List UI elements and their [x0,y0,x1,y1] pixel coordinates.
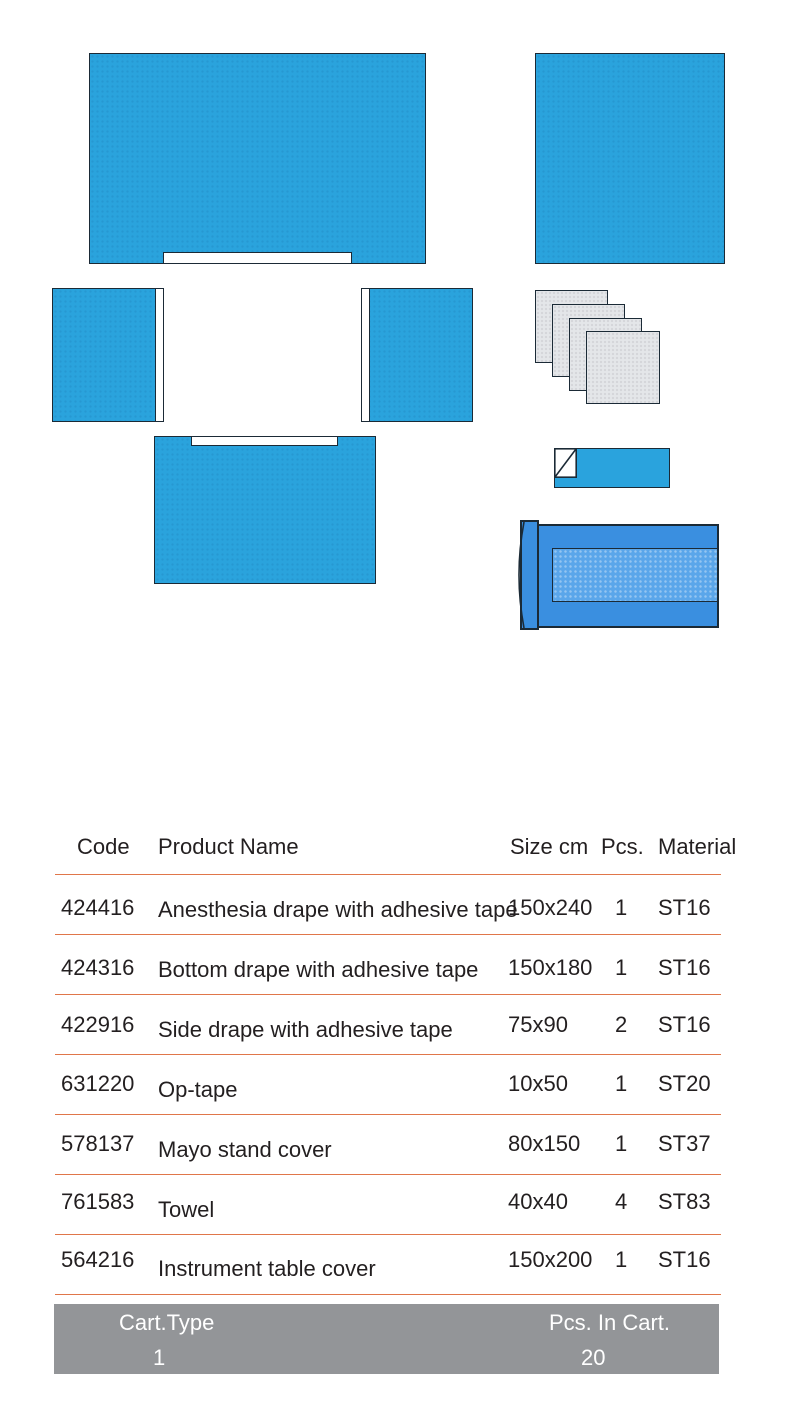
cell-size: 150x200 [508,1247,593,1272]
cell-size: 150x240 [508,895,593,920]
pcs-in-cart-label: Pcs. In Cart. [549,1310,671,1335]
cell-pcs: 1 [615,895,628,920]
cart-info-bar [54,1304,719,1374]
instrument-table-cover-image [535,53,725,264]
header-pcs: Pcs. [601,834,644,859]
table-row [55,1055,721,1115]
mayo-cuff-curve-icon [514,520,542,630]
side-drape-right-image [366,288,473,422]
table-row [55,1115,721,1175]
table-row [55,1235,721,1295]
cell-material: ST16 [658,1247,711,1272]
adhesive-tape-strip [191,436,338,446]
cell-material: ST16 [658,895,711,920]
cell-material: ST20 [658,1071,711,1096]
cell-size: 10x50 [508,1071,568,1096]
cell-material: ST83 [658,1189,711,1214]
pcs-in-cart-value: 20 [581,1345,606,1370]
cell-size: 150x180 [508,955,593,980]
bottom-drape-image [154,436,376,584]
cell-name: Mayo stand cover [158,1137,332,1162]
cell-pcs: 1 [615,1247,628,1272]
anesthesia-drape-image [89,53,426,264]
table-row [55,1175,721,1235]
cell-code: 422916 [61,1012,135,1037]
cell-pcs: 2 [615,1012,628,1037]
op-tape-tab-icon [554,448,577,478]
table-header-row [55,826,737,875]
side-drape-left-image [52,288,159,422]
cell-size: 40x40 [508,1189,568,1214]
mayo-cover-window [552,548,718,602]
cell-material: ST37 [658,1131,711,1156]
cell-material: ST16 [658,1012,711,1037]
towel-image [586,331,660,404]
cell-name: Bottom drape with adhesive tape [158,957,479,982]
cell-name: Op-tape [158,1077,238,1102]
adhesive-tape-strip [361,288,370,422]
cell-code: 631220 [61,1071,135,1096]
cell-pcs: 1 [615,1131,628,1156]
cell-code: 761583 [61,1189,135,1214]
adhesive-tape-strip [155,288,164,422]
cell-material: ST16 [658,955,711,980]
cell-code: 564216 [61,1247,135,1272]
cell-code: 578137 [61,1131,135,1156]
cell-size: 80x150 [508,1131,581,1156]
table-row [55,875,721,935]
cell-name: Instrument table cover [158,1256,376,1281]
cell-pcs: 1 [615,1071,628,1096]
header-code: Code [77,834,130,859]
adhesive-tape-strip [163,252,352,264]
cell-code: 424316 [61,955,135,980]
table-row [55,995,721,1055]
cell-pcs: 1 [615,955,628,980]
cell-name: Side drape with adhesive tape [158,1017,453,1042]
header-product-name: Product Name [158,834,299,859]
cell-pcs: 4 [615,1189,628,1214]
header-material: Material [658,834,737,859]
cart-type-label: Cart.Type [119,1310,215,1335]
header-size: Size cm [510,834,589,859]
table-row [55,935,721,995]
cell-name: Anesthesia drape with adhesive tape [158,897,518,922]
cell-code: 424416 [61,895,135,920]
product-table [55,826,737,1295]
cell-size: 75x90 [508,1012,568,1037]
cart-type-value: 1 [153,1345,166,1370]
cell-name: Towel [158,1197,215,1222]
